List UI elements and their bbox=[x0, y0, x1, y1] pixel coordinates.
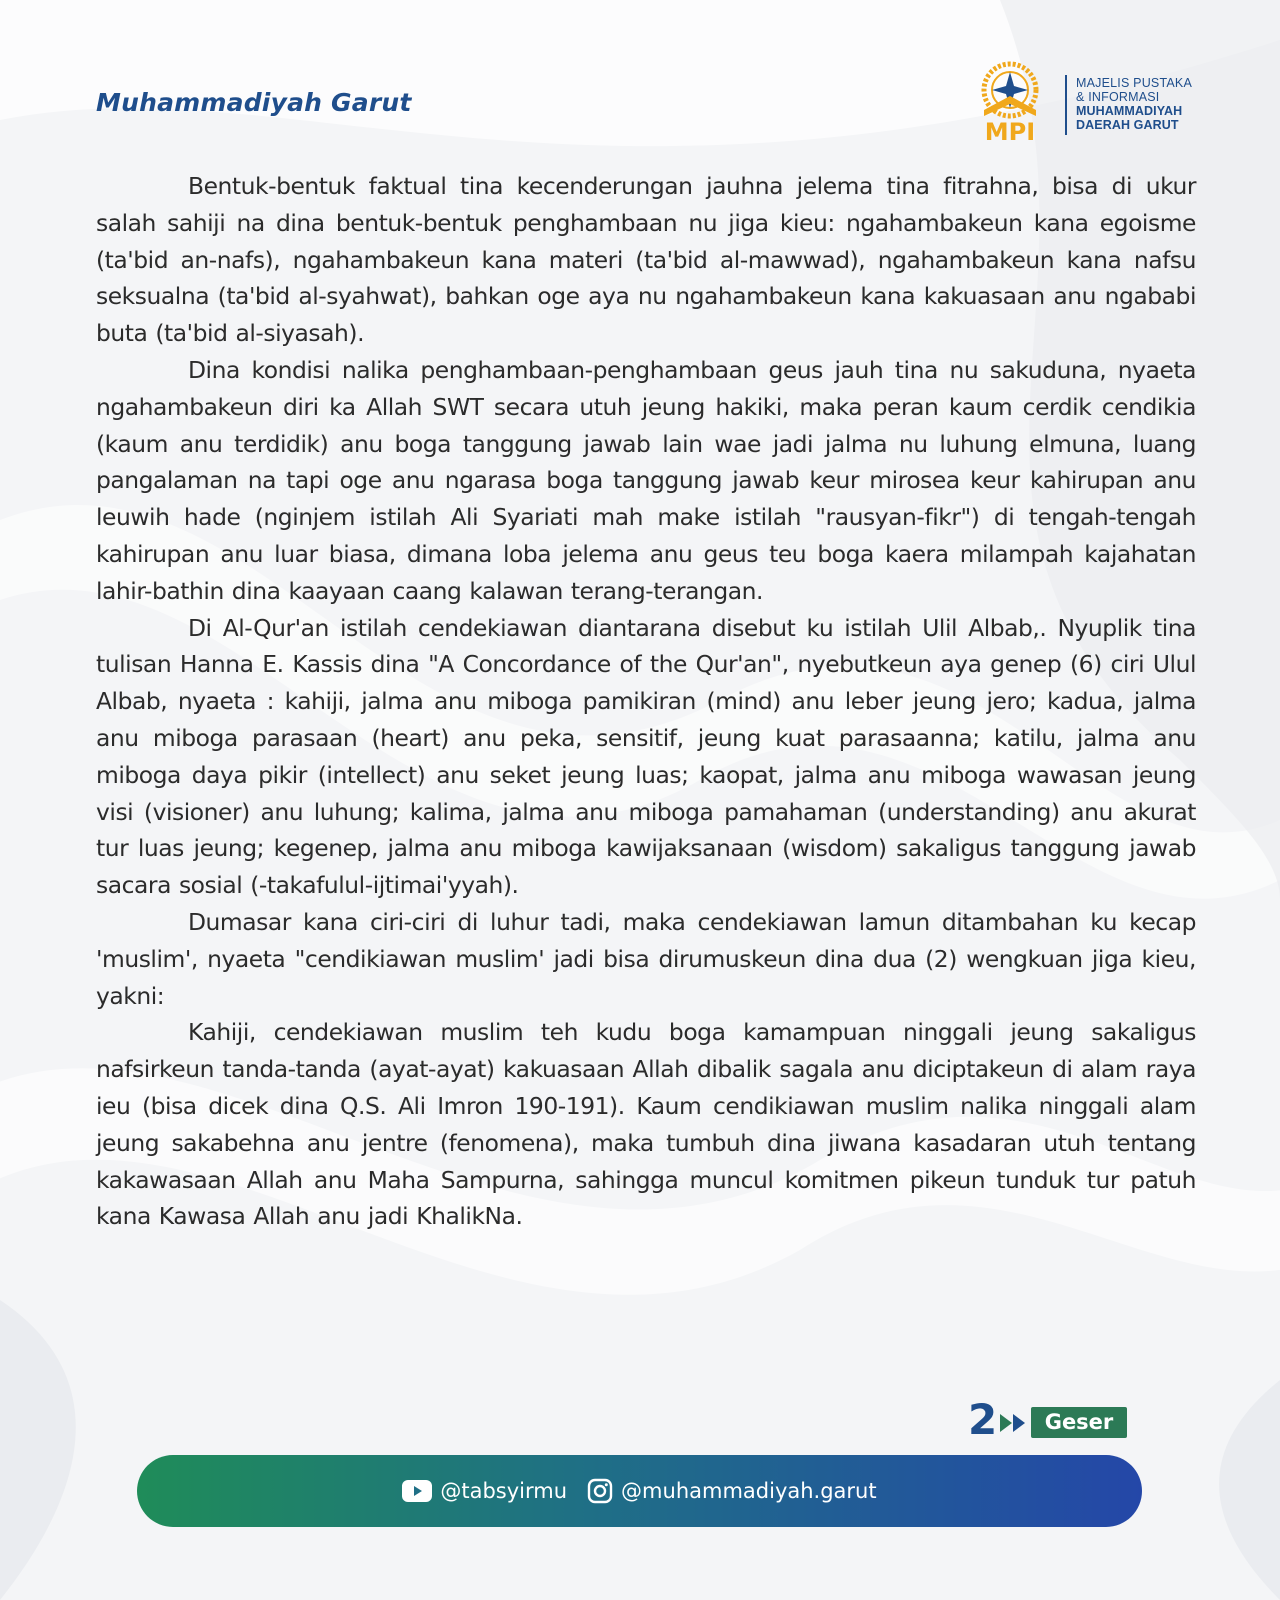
logo-line-3: MUHAMMADIYAH bbox=[1076, 104, 1183, 118]
article-paragraph: Kahiji, cendekiawan muslim teh kudu boga kamampuan ninggali jeung sakaligus nafsirkeun tanda-tanda (ayat-ayat) kakuasaan Allah dibalik sagala anu diciptakeun di alam raya ieu (bisa dicek dina Q.S. Ali Imron 190-191). Kaum cendikiawan muslim nalika ninggali alam jeung sakabehna anu jentre (fenomena), maka tumbuh dina jiwana kasadaran utuh tentang kakawasaan Allah anu Maha Sampurna, sahingga muncul komitmen pikeun tunduk tur patuh kana Kawasa Allah anu jadi KhalikNa. bbox=[96, 1018, 1196, 1231]
logo-line-4: DAERAH GARUT bbox=[1076, 118, 1179, 132]
youtube-link[interactable] bbox=[402, 1479, 567, 1503]
double-play-arrow-icon[interactable] bbox=[1000, 1412, 1028, 1434]
logo-divider bbox=[1065, 75, 1067, 135]
article-paragraph: Dumasar kana ciri-ciri di luhur tadi, maka cendekiawan lamun ditambahan ku kecap 'muslim', nyaeta "cendikiawan muslim' jadi bisa dirumuskeun dina dua (2) wengkuan jiga kieu, yakni: bbox=[96, 907, 1196, 1010]
article-paragraph: Dina kondisi nalika penghambaan-penghambaan geus jauh tina nu sakuduna, nyaeta ngahambakeun diri ka Allah SWT secara utuh jeung hakiki, maka peran kaum cerdik cendikia (kaum anu terdidik) anu boga tanggung jawab lain wae jadi jalma nu luhung elmuna, luang pangalaman na tapi oge anu ngarasa boga tanggung jawab keur mirosea keur kahirupan anu leuwih hade (nginjem istilah Ali Syariati mah make istilah "rausyan-fikr") di tengah-tengah kahirupan anu luar biasa, dimana loba jelema anu geus teu boga kaera milampah kajahatan lahir-bathin dina kaayaan caang kalawan terang-terangan. bbox=[96, 355, 1196, 605]
logo-mark-text: MPI bbox=[984, 118, 1036, 146]
instagram-link[interactable] bbox=[587, 1478, 877, 1504]
logo-text bbox=[1076, 76, 1192, 132]
logo-line-2: & INFORMASI bbox=[1076, 90, 1160, 104]
brand-title: Muhammadiyah Garut bbox=[96, 88, 412, 117]
article-body bbox=[96, 168, 1196, 1235]
geser-next-button[interactable]: Geser bbox=[1031, 1407, 1127, 1438]
footer-social-bar bbox=[137, 1455, 1142, 1527]
logo-line-1: MAJELIS PUSTAKA bbox=[1076, 76, 1192, 90]
page-navigation bbox=[968, 1395, 1143, 1446]
mpi-logo bbox=[970, 60, 1210, 150]
youtube-icon bbox=[402, 1480, 432, 1502]
article-paragraph: Bentuk-bentuk faktual tina kecenderungan jauhna jelema tina fitrahna, bisa di ukur salah sahiji na dina bentuk-bentuk penghambaan nu jiga kieu: ngahambakeun kana egoisme (ta'bid an-nafs), ngahambakeun kana materi (ta'bid al-mawwad), ngahambakeun kana nafsu seksualna (ta'bid al-syahwat), bahkan oge aya nu ngahambakeun kana kakuasaan anu ngababi buta (ta'bid al-siyasah). bbox=[96, 172, 1196, 348]
mpi-emblem-icon bbox=[970, 60, 1050, 146]
page-number: 2 bbox=[968, 1395, 998, 1444]
youtube-handle: @tabsyirmu bbox=[440, 1479, 568, 1503]
article-paragraph: Di Al-Qur'an istilah cendekiawan diantarana disebut ku istilah Ulil Albab,. Nyuplik tina tulisan Hanna E. Kassis dina "A Concordance of the Qur'an", nyebutkeun aya genep (6) ciri Ulul Albab, nyaeta : kahiji, jalma anu miboga pamikiran (mind) anu leber jeung jero; kadua, jalma anu miboga parasaan (heart) anu peka, sensitif, jeung kuat parasaanna; katilu, jalma anu miboga daya pikir (intellect) anu seket jeung luas; kaopat, jalma anu miboga wawasan jeung visi (visioner) anu luhung; kalima, jalma anu miboga pamahaman (understanding) anu akurat tur luas jeung; kegenep, jalma anu miboga kawijaksanaan (wisdom) sakaligus tanggung jawab sacara sosial (-takafulul-ijtimai'yyah). bbox=[96, 613, 1196, 900]
instagram-icon bbox=[587, 1478, 613, 1504]
instagram-handle: @muhammadiyah.garut bbox=[621, 1479, 877, 1503]
